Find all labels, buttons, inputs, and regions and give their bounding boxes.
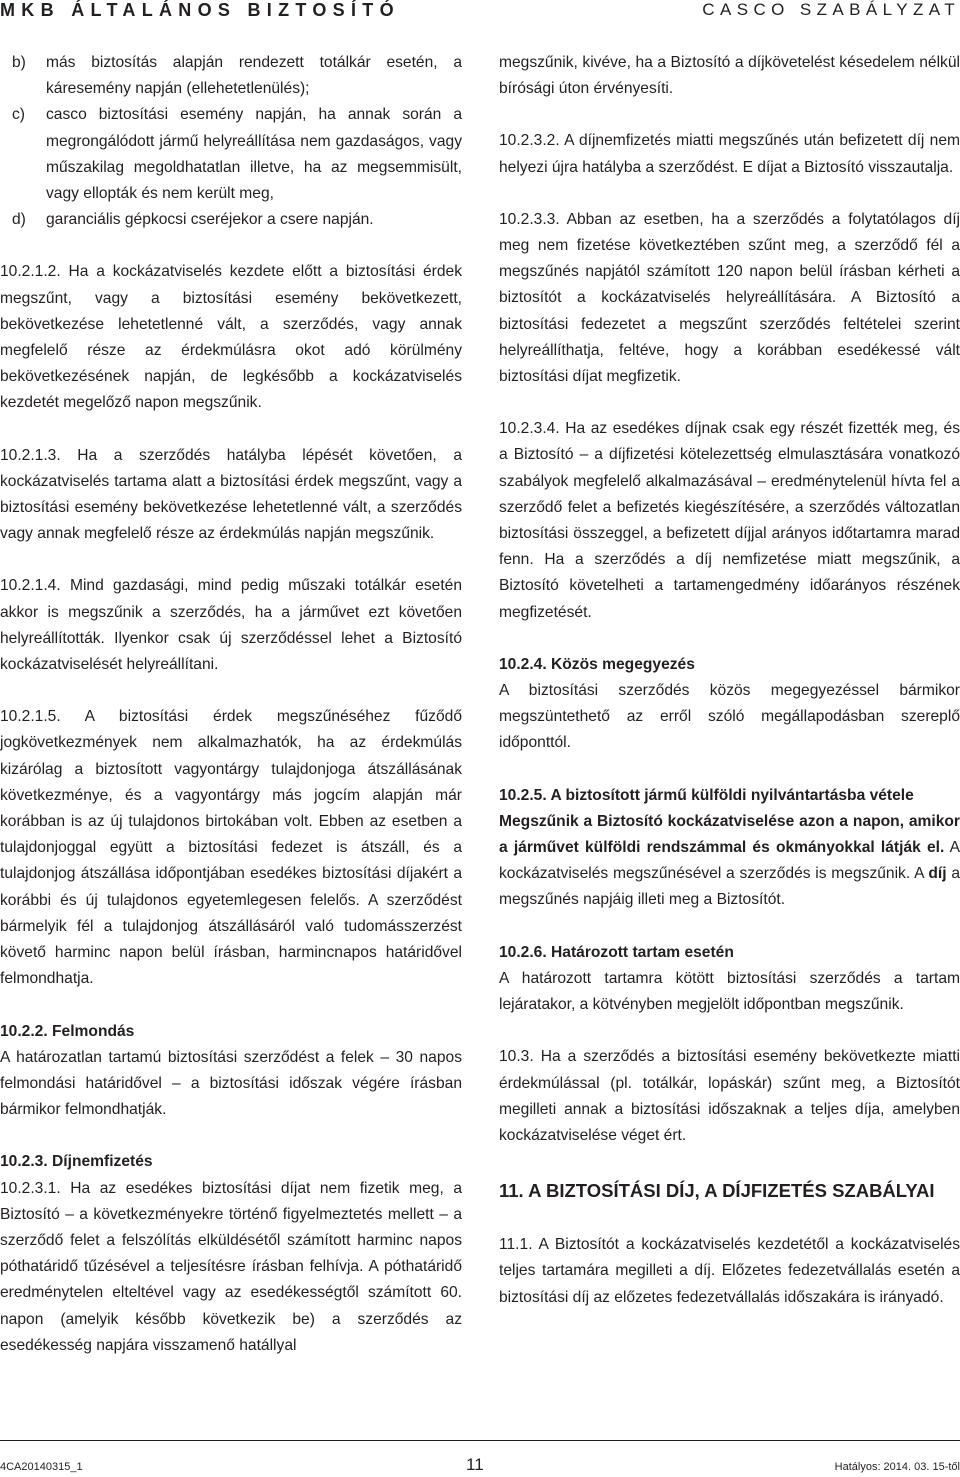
paragraph-10-2-1-2: 10.2.1.2. Ha a kockázatviselés kezdete előtt a biztosítási érdek megszűnt, vagy a biztosítási esemény bekövetkezett, bekövetkezése lehetetlenné vált, a szerződés, vagy annak megfelelő része az érdekmúlásra okot adó körülmény bekövetkezésének napján, de legkésőbb a kockázatviselés kezdetét megelőző napon megszűnik.: [0, 263, 462, 412]
paragraph-11-1: 11.1. A Biztosítót a kockázatviselés kezdetétől a kockázatviselés teljes tartamára megilleti a díj. Előzetes fedezetvállalás esetén a biztosítási díj az előzetes fedezetvállalás időszakára is irányadó.: [499, 1236, 960, 1306]
list-marker: c): [12, 106, 25, 124]
paragraph-10-2-6: A határozott tartamra kötött biztosítási szerződés a tartam lejáratakor, a kötvényben megjelölt időpontban megszűnik.: [499, 969, 960, 1014]
paragraph-10-2-5-dij: díj: [928, 865, 947, 883]
effective-date: Hatályos: 2014. 03. 15-től: [834, 1461, 960, 1473]
paragraph-10-2-3-4: 10.2.3.4. Ha az esedékes díjnak csak egy részét fizették meg, és a Biztosító – a díjfizetési kötelezettség elmulasztására vonatkozó szabályok megfelelő alkalmazásával – eredménytelenül hívta fel a szerződő felet a befizetés kiegészítésére, a szerződés változatlan biztosítási összeggel, a befizetett díjjal arányos időtartamra marad fenn. Ha a szerződés a díj nemfizetése miatt megszűnik, a Biztosító követelheti a tartamengedmény időarányos részének megfizetését.: [499, 420, 960, 621]
list-text: garanciális gépkocsi cseréjekor a csere napján.: [46, 211, 374, 229]
heading-10-2-3: 10.2.3. Díjnemfizetés: [0, 1153, 153, 1171]
list-marker: d): [12, 211, 26, 229]
paragraph-10-2-1-3: 10.2.1.3. Ha a szerződés hatályba lépését követően, a kockázatviselés tartama alatt a biztosítási érdek megszűnt, vagy a biztosítási esemény bekövetkezése lehetetlenné vált, a szerződés vagy annak megfelelő része az érdekmúlás napján megszűnik.: [0, 446, 462, 543]
document-code: 4CA20140315_1: [0, 1461, 83, 1473]
header-company: MKB ÁLTALÁNOS BIZTOSÍTÓ: [0, 0, 400, 20]
list-item-d: [0, 207, 462, 233]
list-item-b: [0, 50, 462, 102]
paragraph-10-2-1-4: 10.2.1.4. Mind gazdasági, mind pedig műszaki totálkár esetén akkor is megszűnik a szerződés, ha a járművet ezt követően helyreállították. Ilyenkor csak új szerződéssel lehet a Biztosító kockázatviselését helyreállítani.: [0, 577, 462, 674]
section-heading-11: 11. A BIZTOSÍTÁSI DÍJ, A DÍJFIZETÉS SZABÁLYAI: [499, 1180, 935, 1202]
paragraph-10-2-3-1: 10.2.3.1. Ha az esedékes biztosítási díjat nem fizetik meg, a Biztosító – a következményekre történő figyelmeztetés mellett – a szerződő felet a felszólítás elküldésétől számított harminc napos póthatáridő tűzésével a teljesítésre írásban felhívja. A póthatáridő eredménytelen elteltével vagy az esedékességtől számított 60. napon (amelyik később következik be) a szerződés az esedékesség napjára visszamenő hatállyal: [0, 1179, 462, 1354]
paragraph-10-2-5-bold: Megszűnik a Biztosító kockázatviselése azon a napon, amikor a járművet külföldi rendszámmal és okmányokkal látják el.: [499, 812, 960, 857]
paragraph-continuation: megszűnik, kivéve, ha a Biztosító a díjkövetelést késedelem nélkül bírósági úton érvényesíti.: [499, 54, 960, 98]
header-document-title: CASCO SZABÁLYZAT: [702, 0, 960, 19]
heading-10-2-2: 10.2.2. Felmondás: [0, 1022, 135, 1040]
paragraph-10-2-3-2: 10.2.3.2. A díjnemfizetés miatti megszűnés után befizetett díj nem helyezi újra hatályba a szerződést. E díjat a Biztosító visszautalja.: [499, 132, 960, 176]
paragraph-10-2-2: A határozatlan tartamú biztosítási szerződést a felek – 30 napos felmondási határidővel – a biztosítási időszak végére írásban bármikor felmondhatják.: [0, 1048, 462, 1119]
heading-10-2-4: 10.2.4. Közös megegyezés: [499, 655, 695, 673]
left-column: [0, 50, 462, 1359]
heading-10-2-6: 10.2.6. Határozott tartam esetén: [499, 943, 734, 961]
right-column: [499, 50, 960, 1311]
list-text: más biztosítás alapján rendezett totálkár esetén, a káresemény napján (ellehetetlenülés);: [46, 54, 462, 98]
page-number: 11: [466, 1455, 484, 1474]
paragraph-10-2-4: A biztosítási szerződés közös megegyezéssel bármikor megszüntethető az erről szóló megállapodásban szereplő időponttól.: [499, 682, 960, 752]
paragraph-10-2-1-5: 10.2.1.5. A biztosítási érdek megszűnéséhez fűződő jogkövetkezmények nem alkalmazhatók, ha az érdekmúlás kizárólag a biztosított vagyontárgy tulajdonjoga átszállásának következménye, és a vagyontárgy más jogcím alapján már korábban is az új tulajdonos birtokában volt. Ebben az esetben a tulajdonjoggal együtt a biztosítási fedezet is átszáll, és a tulajdonjog átszállása időpontjában esedékes biztosítási díjakért a korábbi és új tulajdonos egyetemlegesen felelős. A szerződést bármelyik fél a tulajdonjog átszállásáról való tudomásszerzést követő harminc napon belül írásban, harmincnapos határidővel felmondhatja.: [0, 708, 462, 988]
heading-10-2-5: 10.2.5. A biztosított jármű külföldi nyilvántartásba vétele: [499, 786, 914, 804]
paragraph-10-3: 10.3. Ha a szerződés a biztosítási esemény bekövetkezte miatti érdekmúlással (pl. totálkár, lopáskár) szűnt meg, a Biztosítót megilleti annak a biztosítási időszaknak a teljes díja, amelyben kockázatviselése véget ért.: [499, 1048, 960, 1144]
paragraph-10-2-3-3: 10.2.3.3. Abban az esetben, ha a szerződés a folytatólagos díj meg nem fizetése következtében szűnt meg, a szerződő fél a megszűnés napjától számított 120 napon belül írásban kérheti a biztosítót a kockázatviselés helyreállítására. A Biztosító a biztosítási fedezetet a megszűnt szerződés feltételei szerint helyreállíthatja, feltéve, hogy a korábban esedékessé vált biztosítási díjat megfizetik.: [499, 210, 960, 386]
page-footer: [0, 1440, 960, 1477]
list-item-c: [0, 102, 462, 207]
list-marker: b): [12, 54, 26, 71]
paragraph-10-2-5: [499, 809, 960, 914]
paragraph-10-2-5-part-b: a megszűnés napjáig illeti meg a Biztosítót.: [499, 865, 960, 909]
page-header: [0, 0, 960, 30]
paragraph-10-2-5-part-a: A kockázatviselés megszűnésével a szerződés is megszűnik. A: [499, 839, 960, 883]
list-text: casco biztosítási esemény napján, ha annak során a megrongálódott jármű helyreállítása nem gazdaságos, vagy műszakilag megoldhatatlan illetve, ha az megsemmisült, vagy ellopták és nem került meg,: [46, 106, 462, 203]
